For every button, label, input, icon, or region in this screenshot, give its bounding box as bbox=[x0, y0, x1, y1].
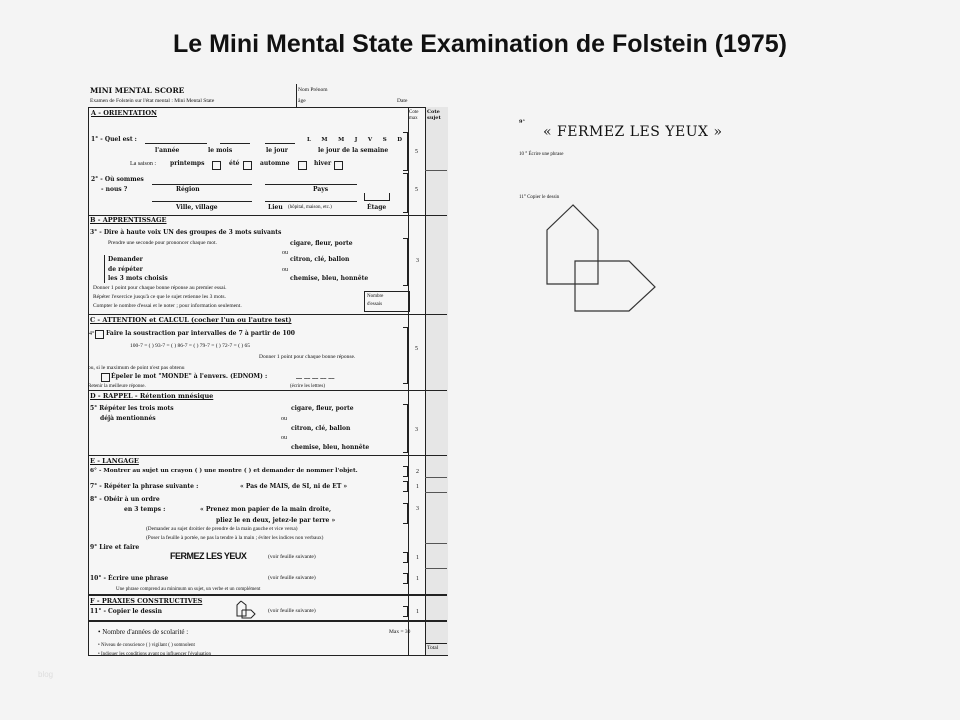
automne-checkbox[interactable] bbox=[298, 161, 307, 170]
section-c-header: C - ATTENTION et CALCUL (cocher l'un ou l'autre test) bbox=[90, 316, 292, 324]
day: L bbox=[307, 137, 311, 143]
ordre-line: pliez le en deux, jetez-le par terre » bbox=[216, 517, 336, 524]
score-max: 5 bbox=[415, 346, 418, 352]
label-pays: Pays bbox=[313, 186, 329, 193]
calculation: 100-7 = ( ) 93-7 = ( ) 86-7 = ( ) 79-7 = ( ) 72-7 = ( ) 65 bbox=[130, 343, 250, 349]
soustraction-label: Faire la soustraction par intervalles de 7 à partir de 100 bbox=[106, 330, 295, 337]
question-4: 4° bbox=[89, 331, 95, 337]
label-jour: le jour bbox=[266, 147, 288, 154]
question-5b: déjà mentionnés bbox=[100, 415, 156, 422]
question-11: 11° - Copier le dessin bbox=[90, 608, 162, 615]
day: D bbox=[397, 137, 402, 143]
score-max: 5 bbox=[415, 187, 418, 193]
section-d-header: D - RAPPEL - Rétention mnésique bbox=[90, 392, 214, 400]
word-group: chemise, bleu, honnête bbox=[290, 275, 369, 282]
small-drawing-icon bbox=[236, 600, 262, 620]
nom-prenom-label: Nom Prénom bbox=[298, 87, 328, 93]
age-label: âge bbox=[298, 98, 306, 104]
soustraction-checkbox[interactable] bbox=[95, 330, 104, 339]
word-group: citron, clé, ballon bbox=[290, 256, 350, 263]
day: J bbox=[354, 137, 358, 143]
date-label: Date bbox=[397, 98, 408, 104]
cote-sujet-column bbox=[425, 107, 448, 655]
label-etage: Étage bbox=[367, 204, 387, 211]
fermez-les-yeux-large: « FERMEZ LES YEUX » bbox=[543, 124, 723, 140]
voir-feuille: (voir feuille suivante) bbox=[268, 554, 316, 560]
nombre-essais-field[interactable] bbox=[364, 291, 410, 312]
conscience-label: • Niveau de conscience ( ) vigilant ( ) somnolent bbox=[98, 643, 195, 648]
epeler-label: Épeler le mot "MONDE" à l'envers. (EDNOM) : bbox=[111, 373, 268, 380]
note: (écrire les lettres) bbox=[290, 384, 325, 389]
voir-feuille: (voir feuille suivante) bbox=[268, 575, 316, 581]
note: Une phrase comprend au minimum un sujet, un verbe et un complément bbox=[116, 587, 261, 592]
note: Donner 1 point pour chaque bonne réponse au premier essai. bbox=[93, 285, 227, 291]
instruction: Prendre une seconde pour prononcer chaque mot. bbox=[108, 240, 217, 246]
note: (Poser la feuille à portée, ne pas la tendre à la main ; éviter les indices non verbaux) bbox=[146, 535, 324, 541]
question-5: 5° Répéter les trois mots bbox=[90, 405, 174, 412]
note: (Demander au sujet droitier de prendre de la main gauche et vice versa) bbox=[146, 526, 298, 532]
cote-sujet-label-2: sujet bbox=[427, 115, 441, 121]
phrase-7: « Pas de MAIS, de SI, ni de ET » bbox=[240, 483, 348, 490]
question-7: 7° - Répéter la phrase suivante : bbox=[90, 483, 199, 490]
essais-label: d'essais bbox=[367, 302, 383, 307]
ordre-line: « Prenez mon papier de la main droite, bbox=[200, 506, 332, 513]
word-group: cigare, fleur, porte bbox=[290, 240, 353, 247]
label-saison: La saison : bbox=[130, 161, 156, 167]
label-annee: l'année bbox=[155, 147, 180, 154]
score-max: 1 bbox=[416, 555, 419, 561]
ou: ou bbox=[281, 416, 287, 422]
instruction: de répéter bbox=[108, 266, 143, 273]
question-3: 3° - Dire à haute voix UN des groupes de 3 mots suivants bbox=[90, 229, 282, 236]
label-ville: Ville, village bbox=[176, 204, 218, 211]
copy-drawing-icon bbox=[540, 200, 660, 315]
essais-label: Nombre bbox=[367, 294, 384, 299]
section-a-header: A - ORIENTATION bbox=[91, 109, 157, 117]
ete-checkbox[interactable] bbox=[243, 161, 252, 170]
cote-sujet-label: Cote bbox=[427, 109, 440, 115]
cote-max-label-2: max bbox=[409, 116, 418, 121]
day: M bbox=[338, 137, 345, 143]
label-lieu: Lieu bbox=[268, 204, 283, 211]
voir-feuille: (voir feuille suivante) bbox=[268, 608, 316, 614]
label-automne: automne bbox=[260, 160, 290, 167]
instruction: Demander bbox=[108, 256, 143, 263]
epeler-checkbox[interactable] bbox=[101, 373, 110, 382]
scolarite-label: • Nombre d'années de scolarité : bbox=[98, 628, 189, 636]
question-6: 6° - Montrer au sujet un crayon ( ) une montre ( ) et demander de nommer l'objet. bbox=[90, 468, 358, 474]
ou: ou bbox=[282, 250, 288, 256]
day: S bbox=[382, 137, 387, 143]
printemps-checkbox[interactable] bbox=[212, 161, 221, 170]
item-9-label: 9° bbox=[519, 119, 525, 125]
question-2b: - nous ? bbox=[101, 186, 128, 193]
label-lieu-note: (hôpital, maison, etc.) bbox=[288, 205, 332, 210]
day: V bbox=[367, 137, 373, 143]
hiver-checkbox[interactable] bbox=[334, 161, 343, 170]
letter-blanks[interactable]: __ __ __ __ __ bbox=[296, 372, 335, 379]
score-max: 5 bbox=[415, 149, 418, 155]
question-2: 2° - Où sommes bbox=[91, 176, 144, 183]
question-9: 9° Lire et faire bbox=[90, 544, 140, 551]
day: M bbox=[321, 137, 328, 143]
cote-max-label: Cote bbox=[409, 110, 419, 115]
question-10: 10° - Écrire une phrase bbox=[90, 575, 169, 582]
total-label: Total bbox=[427, 645, 439, 651]
note: Retenir la meilleure réponse. bbox=[88, 384, 146, 389]
label-region: Région bbox=[176, 186, 200, 193]
word-group: cigare, fleur, porte bbox=[291, 405, 354, 412]
form-subtitle: Examen de Folstein sur l'état mental : Mini Mental State bbox=[90, 98, 215, 104]
watermark: blog bbox=[38, 670, 54, 679]
label-mois: le mois bbox=[208, 147, 233, 154]
label-hiver: hiver bbox=[314, 160, 332, 167]
note: ou, si le maximum de point n'est pas obtenu bbox=[88, 365, 185, 371]
page-title: Le Mini Mental State Examination de Folstein (1975) bbox=[172, 30, 787, 58]
section-b-header: B - APPRENTISSAGE bbox=[90, 216, 167, 224]
ou: ou bbox=[281, 435, 287, 441]
item-11-label: 11° Copier le dessin bbox=[519, 195, 560, 200]
ou: ou bbox=[282, 267, 288, 273]
score-max: 2 bbox=[416, 469, 419, 475]
mmse-form bbox=[88, 107, 448, 656]
section-f-header: F - PRAXIES CONSTRUCTIVES bbox=[90, 597, 203, 605]
conditions-label: • Indiquer les conditions ayant pu influencer l'évaluation bbox=[98, 652, 212, 657]
section-e-header: E - LANGAGE bbox=[90, 457, 139, 465]
score-max: 3 bbox=[416, 258, 419, 264]
label-semaine: le jour de la semaine bbox=[318, 147, 389, 154]
label-printemps: printemps bbox=[170, 160, 205, 167]
note: Répéter l'exercice jusqu'à ce que le sujet retienne les 3 mots. bbox=[93, 294, 226, 300]
question-1: 1° - Quel est : bbox=[91, 136, 137, 143]
score-max: 1 bbox=[416, 576, 419, 582]
fermez-les-yeux-text: FERMEZ LES YEUX bbox=[170, 551, 247, 561]
score-max: 3 bbox=[416, 506, 419, 512]
score-max: 1 bbox=[416, 484, 419, 490]
score-max: 1 bbox=[416, 609, 419, 615]
score-max: 3 bbox=[415, 427, 418, 433]
label-ete: été bbox=[229, 160, 240, 167]
word-group: citron, clé, ballon bbox=[291, 425, 351, 432]
item-10-label: 10 ° Écrire une phrase bbox=[519, 152, 564, 157]
form-name: MINI MENTAL SCORE bbox=[90, 86, 185, 95]
max-score: Max = 30 bbox=[389, 629, 411, 635]
word-group: chemise, bleu, honnête bbox=[291, 444, 370, 451]
weekday-list bbox=[307, 137, 402, 143]
instruction: les 3 mots choisis bbox=[108, 275, 168, 282]
question-8b: en 3 temps : bbox=[124, 506, 166, 513]
note: Compter le nombre d'essai et le noter ; pour information seulement. bbox=[93, 303, 242, 309]
question-8: 8° - Obéir à un ordre bbox=[90, 496, 160, 503]
note: Donner 1 point pour chaque bonne réponse. bbox=[259, 354, 356, 360]
